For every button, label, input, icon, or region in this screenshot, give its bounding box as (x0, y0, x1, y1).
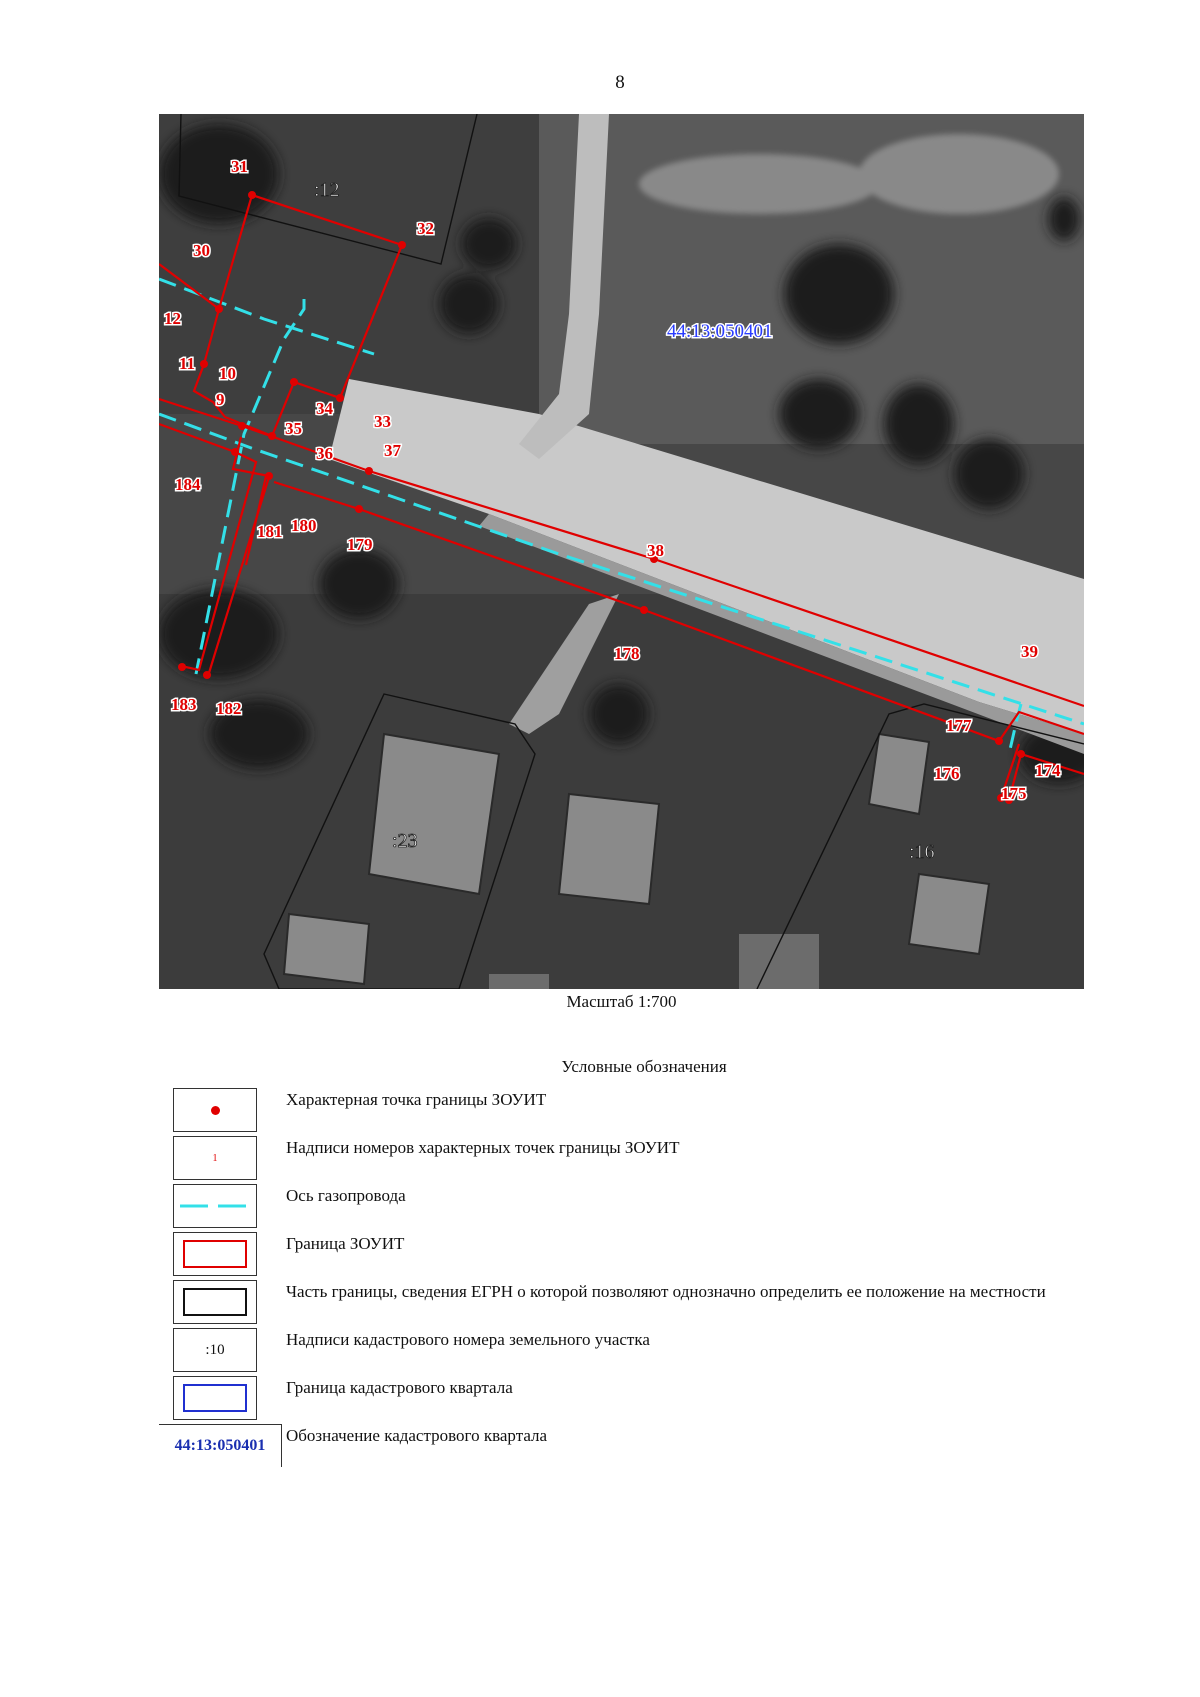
blue-rectangle-icon (173, 1376, 257, 1420)
legend-label: Часть границы, сведения ЕГРН о которой позволяют однозначно определить ее положение на местности (286, 1282, 1046, 1301)
point-label: 183 (171, 695, 197, 714)
point-label: 38 (647, 541, 664, 560)
legend-item (173, 1136, 1093, 1182)
parcel-label: :16 (909, 841, 935, 863)
quarter-label-sample: 44:13:050401 (159, 1424, 282, 1467)
legend-label: Надписи кадастрового номера земельного участка (286, 1330, 650, 1349)
page-number: 8 (615, 72, 625, 93)
legend-item (173, 1232, 1093, 1278)
point-label: 11 (179, 354, 196, 373)
point-label: 182 (216, 699, 242, 718)
legend-label: Ось газопровода (286, 1186, 406, 1205)
point-label: 36 (316, 444, 333, 463)
parcel-label: :12 (314, 179, 340, 201)
point-label: 39 (1021, 642, 1038, 661)
point-label: 179 (347, 535, 373, 554)
point-label: 175 (1001, 784, 1027, 803)
cadastral-number-icon (173, 1328, 257, 1372)
gas-axis-line-icon (173, 1184, 257, 1228)
point-label: 184 (175, 475, 201, 494)
cadastral-number-sample: :10 (205, 1341, 225, 1358)
red-point-icon (173, 1088, 257, 1132)
legend-item (173, 1088, 1093, 1134)
point-label: 177 (946, 716, 972, 735)
quarter-label: 44:13:050401 (667, 321, 773, 342)
legend-label: Граница кадастрового квартала (286, 1378, 513, 1397)
point-label: 37 (384, 441, 401, 460)
legend-label: Характерная точка границы ЗОУИТ (286, 1090, 547, 1109)
point-label: 33 (374, 412, 391, 431)
point-label: 30 (193, 241, 210, 260)
point-label: 181 (257, 522, 283, 541)
cadastral-map (159, 114, 1084, 989)
point-label: 32 (417, 219, 434, 238)
legend-title: Условные обозначения (561, 1057, 727, 1076)
map-scale: Масштаб 1:700 (566, 992, 677, 1011)
legend-item (173, 1376, 1093, 1422)
legend-item (173, 1184, 1093, 1230)
red-rectangle-icon (173, 1232, 257, 1276)
point-label: 31 (231, 157, 248, 176)
point-number-sample: 1 (212, 1152, 218, 1164)
point-label: 178 (614, 644, 640, 663)
parcel-label: :23 (392, 830, 418, 852)
legend-item (173, 1328, 1093, 1374)
legend-label: Надписи номеров характерных точек границы ЗОУИТ (286, 1138, 680, 1157)
point-label: 174 (1035, 761, 1061, 780)
point-label: 176 (934, 764, 960, 783)
point-label: 10 (219, 364, 236, 383)
aerial-imagery (159, 114, 1084, 989)
legend-label: Граница ЗОУИТ (286, 1234, 405, 1253)
point-label: 12 (164, 309, 181, 328)
legend-item (159, 1424, 1079, 1470)
point-label: 9 (216, 390, 225, 409)
legend-label: Обозначение кадастрового квартала (286, 1426, 548, 1445)
point-number-icon (173, 1136, 257, 1180)
point-label: 35 (285, 419, 302, 438)
black-rectangle-icon (173, 1280, 257, 1324)
legend-item (173, 1280, 1093, 1326)
point-label: 34 (316, 399, 333, 418)
point-label: 180 (291, 516, 317, 535)
